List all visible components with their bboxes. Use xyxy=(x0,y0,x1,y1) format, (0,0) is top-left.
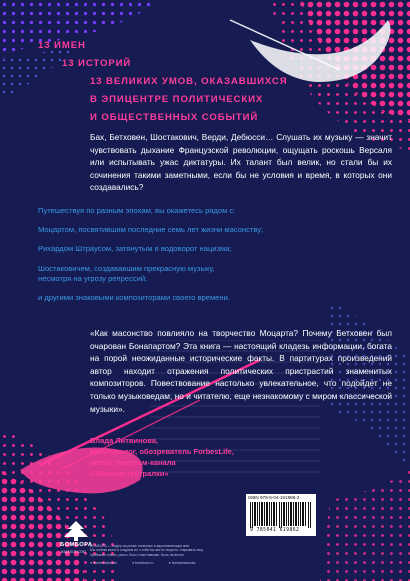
blurb-line: Мы любим книги и создаем их, чтобы вы могли творить, открывать мир, xyxy=(90,548,204,553)
author-role: культуролог, обозреватель ForbesLife, xyxy=(90,447,234,456)
publisher-name: БОМБОРА xyxy=(60,542,93,548)
intro-paragraph: Бах, Бетховен, Шостакович, Верди, Дебюсси… Слушать их музыку — значит чувствовать дыхание Французской революции, ощущать роскошь Версаля или испытывать ужас диктатуры. Их талант был велик, но стали бы их сочинения такими заметными, если бы не условия и время, в которых они создавались? xyxy=(90,132,392,193)
author-role: автор телеграм-канала xyxy=(90,458,176,467)
review-quote: «Как масонство повлияло на творчество Моцарта? Почему Бетховен был очарован Бонапартом? Эта книга — настоящий кладезь информации, богата на порой неожиданные исторические факты. В партитурах произведений автор находит отражения политических пристрастий знаменитых композиторов. Повествование настолько увлекательное, что подойдет не только музыковедам, но и читателю, еще незнакомому с миром классической музыки». xyxy=(90,328,392,414)
telegram-link[interactable]: ● bombora.ru xyxy=(131,561,154,565)
travel-item-others: и другими знаковыми композиторами своего времени. xyxy=(38,293,230,303)
blurb-line: БОМБОРА — лидер на рынке полезных и вдохновляющих книг. xyxy=(90,544,191,548)
travel-item-mozart: Моцартом, посвятившим последние семь лет жизни масонству; xyxy=(38,225,264,235)
bombora-logo-icon xyxy=(61,520,91,542)
travel-lead: Путешествуя по разным эпохам, вы окажетесь рядом с: xyxy=(38,206,236,215)
travel-item-strauss: Рихардом Штраусом, затянутым в водоворот нацизма; xyxy=(38,244,232,254)
heading-epicenter: В ЭПИЦЕНТРЕ ПОЛИТИЧЕСКИХ xyxy=(90,94,264,105)
barcode-digits: 9 785041 619862 xyxy=(250,528,300,533)
heading-13-names: 13 ИМЕН xyxy=(38,40,86,51)
quote-author xyxy=(90,435,234,479)
travel-list xyxy=(38,206,398,303)
isbn-number: ISBN 978-5-04-161986-2 xyxy=(248,495,300,500)
author-name: Влада Литвинова, xyxy=(90,436,159,445)
heading-events: И ОБЩЕСТВЕННЫХ СОБЫТИЙ xyxy=(90,112,259,123)
social-links xyxy=(90,561,209,565)
travel-item-shostakovich-cont: несмотря на угрозу репрессий; xyxy=(38,273,148,283)
instagram-link[interactable]: ● bomborabooks xyxy=(168,561,196,565)
author-role: «Записки театралки» xyxy=(90,469,169,478)
isbn-barcode xyxy=(246,494,316,536)
barcode-bars xyxy=(250,502,312,528)
heading-13-stories: 13 ИСТОРИЙ xyxy=(62,58,132,69)
publisher-subtitle: ИЗДАТЕЛЬСТВО xyxy=(61,550,87,554)
travel-item-shostakovich: Шостаковичем, создававшим прекрасную музыку, xyxy=(38,263,215,273)
heading-13-minds: 13 ВЕЛИКИХ УМОВ, ОКАЗАВШИХСЯ xyxy=(90,76,288,87)
publisher-blurb xyxy=(90,544,310,557)
blurb-line: пробовать новое, расти. Быть счастливыми. Быть на волне. xyxy=(90,552,185,557)
vk-link[interactable]: ● bomborabooks xyxy=(90,561,117,565)
